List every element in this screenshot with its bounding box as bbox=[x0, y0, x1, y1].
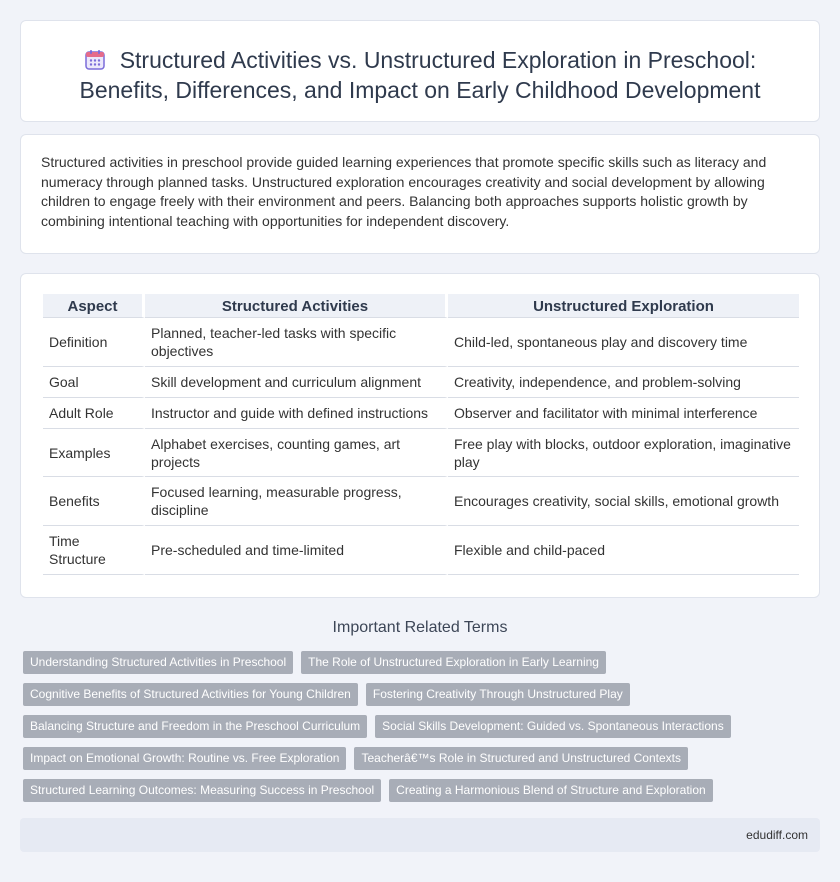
table-cell-unstructured: Free play with blocks, outdoor exploration, imaginative play bbox=[448, 429, 799, 477]
table-cell-aspect: Benefits bbox=[43, 477, 145, 526]
related-term-tag[interactable]: Structured Learning Outcomes: Measuring Success in Preschool bbox=[23, 779, 381, 802]
related-terms-heading: Important Related Terms bbox=[332, 619, 508, 636]
table-cell-structured: Alphabet exercises, counting games, art projects bbox=[145, 429, 448, 477]
table-row bbox=[43, 398, 799, 429]
table-cell-unstructured: Child-led, spontaneous play and discovery time bbox=[448, 318, 799, 367]
table-row bbox=[43, 318, 799, 367]
calendar-icon bbox=[84, 49, 106, 71]
page-title-text: Structured Activities vs. Unstructured Exploration in Preschool: Benefits, Differences, and Impact on Early Childhood Development bbox=[79, 47, 761, 103]
related-term-tag[interactable]: Teacherâ€™s Role in Structured and Unstructured Contexts bbox=[354, 747, 688, 770]
comparison-table bbox=[43, 294, 799, 575]
tag-row bbox=[23, 651, 803, 674]
table-row bbox=[43, 477, 799, 526]
footer bbox=[20, 818, 820, 852]
table-cell-unstructured: Observer and facilitator with minimal interference bbox=[448, 398, 799, 429]
table-cell-aspect: Examples bbox=[43, 429, 145, 477]
table-cell-structured: Instructor and guide with defined instructions bbox=[145, 398, 448, 429]
column-header-aspect: Aspect bbox=[43, 294, 145, 318]
tag-row bbox=[23, 683, 803, 706]
intro-paragraph: Structured activities in preschool provide guided learning experiences that promote specific skills such as literacy and numeracy through planned tasks. Unstructured exploration encourages creativity and social development by allowing children to engage freely with their environment and peers. Balancing both approaches supports holistic growth by combining intentional teaching with opportunities for independent discovery. bbox=[41, 154, 767, 229]
title-card bbox=[20, 20, 820, 122]
table-cell-structured: Pre-scheduled and time-limited bbox=[145, 526, 448, 575]
table-cell-structured: Skill development and curriculum alignment bbox=[145, 367, 448, 398]
column-header-structured: Structured Activities bbox=[145, 294, 448, 318]
related-term-tag[interactable]: Understanding Structured Activities in Preschool bbox=[23, 651, 293, 674]
related-term-tag[interactable]: The Role of Unstructured Exploration in Early Learning bbox=[301, 651, 606, 674]
footer-site-link[interactable]: edudiff.com bbox=[746, 828, 808, 842]
column-header-unstructured: Unstructured Exploration bbox=[448, 294, 799, 318]
table-cell-aspect: Adult Role bbox=[43, 398, 145, 429]
related-term-tag[interactable]: Cognitive Benefits of Structured Activities for Young Children bbox=[23, 683, 358, 706]
related-term-tag[interactable]: Impact on Emotional Growth: Routine vs. Free Exploration bbox=[23, 747, 346, 770]
table-cell-unstructured: Creativity, independence, and problem-solving bbox=[448, 367, 799, 398]
comparison-table-card bbox=[20, 273, 820, 598]
tag-row bbox=[23, 715, 803, 738]
table-header-row bbox=[43, 294, 799, 318]
page-title bbox=[21, 21, 819, 105]
table-cell-aspect: Goal bbox=[43, 367, 145, 398]
table-row bbox=[43, 367, 799, 398]
table-cell-structured: Focused learning, measurable progress, discipline bbox=[145, 477, 448, 526]
table-cell-structured: Planned, teacher-led tasks with specific objectives bbox=[145, 318, 448, 367]
table-cell-aspect: Definition bbox=[43, 318, 145, 367]
tag-row bbox=[23, 779, 803, 802]
table-cell-unstructured: Flexible and child-paced bbox=[448, 526, 799, 575]
related-term-tag[interactable]: Creating a Harmonious Blend of Structure and Exploration bbox=[389, 779, 713, 802]
intro-card bbox=[20, 134, 820, 254]
table-row bbox=[43, 526, 799, 575]
table-row bbox=[43, 429, 799, 477]
tag-row bbox=[23, 747, 803, 770]
related-terms-list bbox=[23, 651, 803, 811]
related-term-tag[interactable]: Fostering Creativity Through Unstructured Play bbox=[366, 683, 630, 706]
related-term-tag[interactable]: Social Skills Development: Guided vs. Spontaneous Interactions bbox=[375, 715, 731, 738]
table-cell-unstructured: Encourages creativity, social skills, emotional growth bbox=[448, 477, 799, 526]
related-term-tag[interactable]: Balancing Structure and Freedom in the Preschool Curriculum bbox=[23, 715, 367, 738]
table-cell-aspect: Time Structure bbox=[43, 526, 145, 575]
